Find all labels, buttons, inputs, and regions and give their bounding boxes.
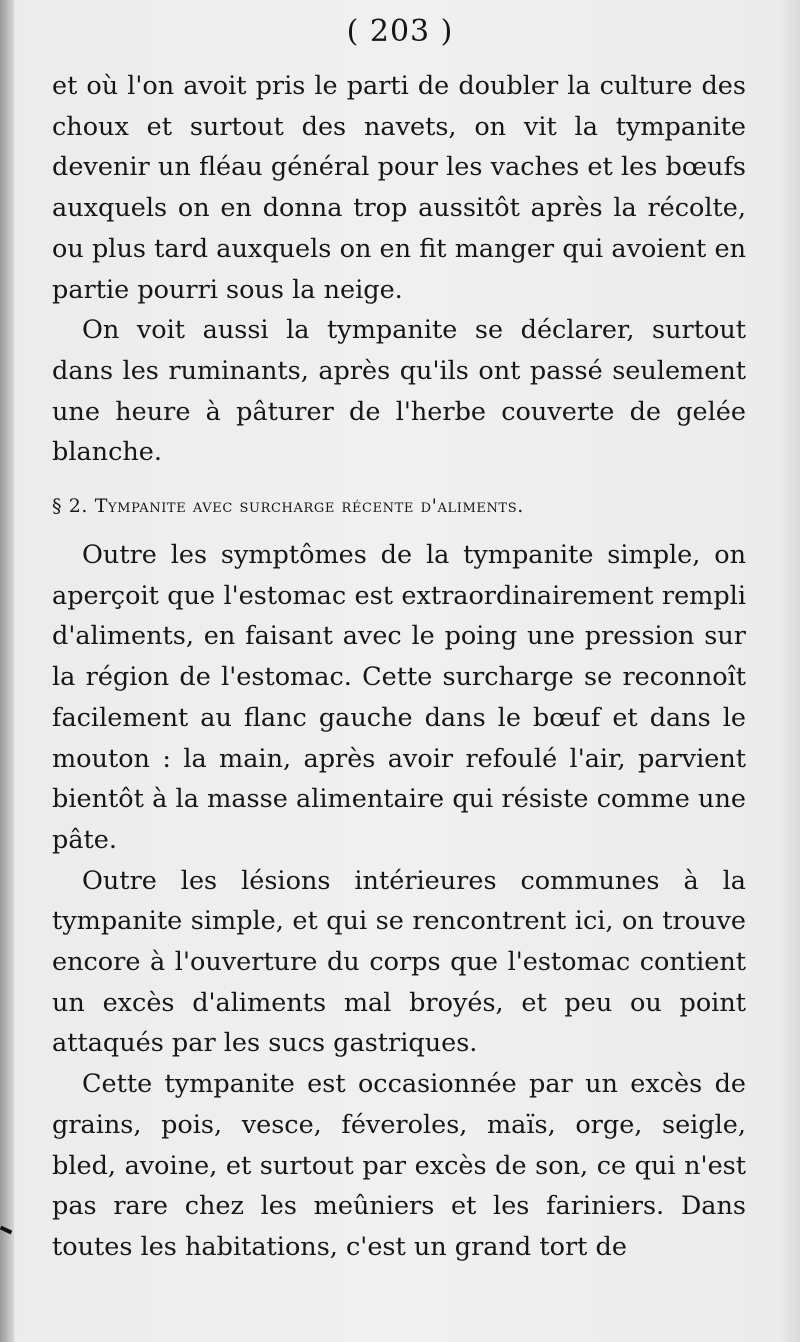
page-number: ( 203 ) xyxy=(346,14,454,49)
paragraph-continued: et où l'on avoit pris le parti de doubler la culture des choux et surtout des navets, on vit la tympanite devenir un fléau général pour les vaches et les bœufs auxquels on en donna trop aussitôt après la récolte, ou plus tard auxquels on en fit manger qui avoient en partie pourri sous la neige. xyxy=(52,71,746,305)
section-heading: § 2. Tympanite avec surcharge récente d'aliments. xyxy=(52,495,524,518)
paragraph-symptoms: Outre les symptômes de la tympanite simple, on aperçoit que l'estomac est extraordinairement rempli d'aliments, en faisant avec le poing une pression sur la région de l'estomac. Cette surcharge se reconnoît facilement au flanc gauche dans le bœuf et dans le mouton : la main, après avoir refoulé l'air, parvient bientôt à la masse alimentaire qui résiste comme une pâte. xyxy=(52,540,746,855)
body-text xyxy=(52,66,746,1268)
paragraph-lesions: Outre les lésions intérieures communes à la tympanite simple, et qui se rencontrent ici, on trouve encore à l'ouverture du corps que l'estomac contient un excès d'aliments mal broyés, et peu ou point attaqués par les sucs gastriques. xyxy=(52,865,746,1059)
paragraph-hoarfrost: On voit aussi la tympanite se déclarer, surtout dans les ruminants, après qu'ils ont passé seulement une heure à pâturer de l'herbe couverte de gelée blanche. xyxy=(52,315,746,468)
paragraph-causes: Cette tympanite est occasionnée par un excès de grains, pois, vesce, féveroles, maïs, orge, seigle, bled, avoine, et surtout par excès de son, ce qui n'est pas rare chez les meûniers et les fariniers. Dans toutes les habitations, c'est un grand tort de xyxy=(52,1069,746,1262)
page-binding-edge xyxy=(0,0,14,1342)
